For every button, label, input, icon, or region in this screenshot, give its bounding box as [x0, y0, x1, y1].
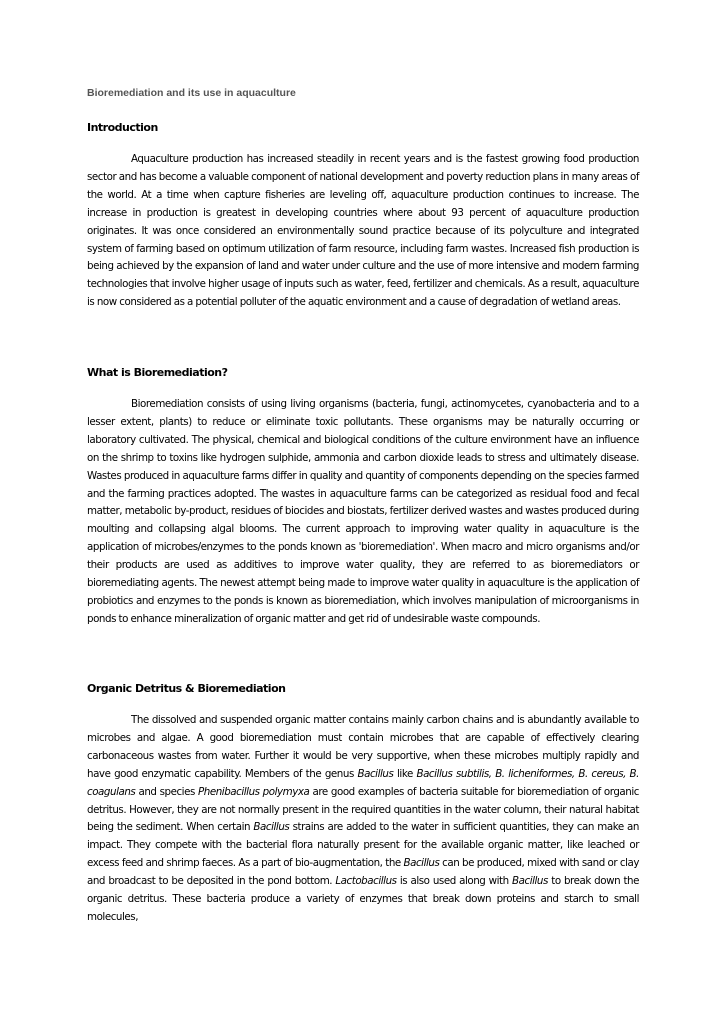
text-segment: are good examples of bacteria suitable for bioremediation of organic detritus. However, they are not normally present in the required quantities in the water column, their natural habitat being the sediment. When certain: [87, 785, 639, 834]
text-segment: like: [393, 767, 417, 780]
text-segment: to break down the organic detritus. These bacteria produce a variety of enzymes that break down proteins and starch to small molecules,: [87, 875, 639, 923]
paragraph-introduction: [87, 151, 639, 312]
text-segment: is also used along with: [396, 875, 513, 888]
italic-term: Bacillus subtilis, B. licheniformes, B. cereus, B. coagulans: [87, 767, 639, 798]
italic-term: Bacillus: [253, 821, 290, 834]
section-heading-organic-detritus: Organic Detritus & Bioremediation: [87, 682, 286, 695]
text-segment: The dissolved and suspended organic matter contains mainly carbon chains and is abundantly available to microbes and algae. A good bioremediation must contain microbes that are capable of effectively clearing carbonaceous wastes from water. Further it would be very supportive, when these microbes multiply rapidly and have good enzymatic capability. Members of the genus: [87, 714, 639, 780]
italic-term: Bacillus: [357, 767, 394, 780]
italic-term: Lactobacillus: [335, 875, 397, 888]
text-segment: Aquaculture production has increased steadily in recent years and is the fastest growing food production sector and has become a valuable component of national development and poverty reduction plans in many areas of the world. At a time when capture fisheries are leveling off, aquaculture production continues to increase. The increase in production is greatest in developing countries where about 93 percent of aquaculture production originates. It was once considered an environmentally sound practice because of its polyculture and integrated system of farming based on optimum utilization of farm resource, including farm wastes. Increased fish production is being achieved by the expansion of land and water under culture and the use of more intensive and modern farming technologies that involve higher usage of inputs such as water, feed, fertilizer and chemicals. As a result, aquaculture is now considered as a potential polluter of the aquatic environment and a cause of degradation of wetland areas.: [87, 153, 639, 309]
italic-term: Phenibacillus polymyxa: [197, 785, 310, 798]
section-heading-what-is-bioremediation: What is Bioremediation?: [87, 366, 228, 379]
text-segment: and species: [135, 785, 198, 798]
text-segment: can be produced, mixed with sand or clay and broadcast to be deposited in the pond bottom.: [87, 857, 639, 888]
section-heading-introduction: Introduction: [87, 121, 158, 134]
document-title: Bioremediation and its use in aquaculture: [87, 87, 296, 99]
text-segment: Bioremediation consists of using living organisms (bacteria, fungi, actinomycetes, cyanobacteria and to a lesser extent, plants) to reduce or eliminate toxic pollutants. These organisms may be naturally occurring or laboratory cultivated. The physical, chemical and biological conditions of the culture environment have an influence on the shrimp to toxins like hydrogen sulphide, ammonia and carbon dioxide leads to stress and ultimately disease. Wastes produced in aquaculture farms differ in quality and quantity of components depending on the species farmed and the farming practices adopted. The wastes in aquaculture farms can be categorized as residual food and fecal matter, metabolic by-product, residues of biocides and biostats, fertilizer derived wastes and wastes produced during moulting and collapsing algal blooms. The current approach to improving water quality in aquaculture is the application of microbes/enzymes to the ponds known as 'bioremediation'. When macro and micro organisms and/or their products are used as additives to improve water quality, they are referred to as bioremediators or bioremediating agents. The newest attempt being made to improve water quality in aquaculture is the application of probiotics and enzymes to the ponds is known as bioremediation, which involves manipulation of microorganisms in ponds to enhance mineralization of organic matter and get rid of undesirable waste compounds.: [87, 398, 639, 625]
italic-term: Bacillus: [512, 875, 548, 888]
paragraph-organic-detritus: [87, 712, 639, 927]
text-segment: strains are added to the water in sufficient quantities, they can make an impact. They compete with the bacterial flora naturally present for the available organic matter, like leached or excess feed and shrimp faeces. As a part of bio-augmentation, the: [87, 821, 639, 870]
italic-term: Bacillus: [403, 857, 440, 870]
paragraph-what-is-bioremediation: [87, 396, 639, 629]
